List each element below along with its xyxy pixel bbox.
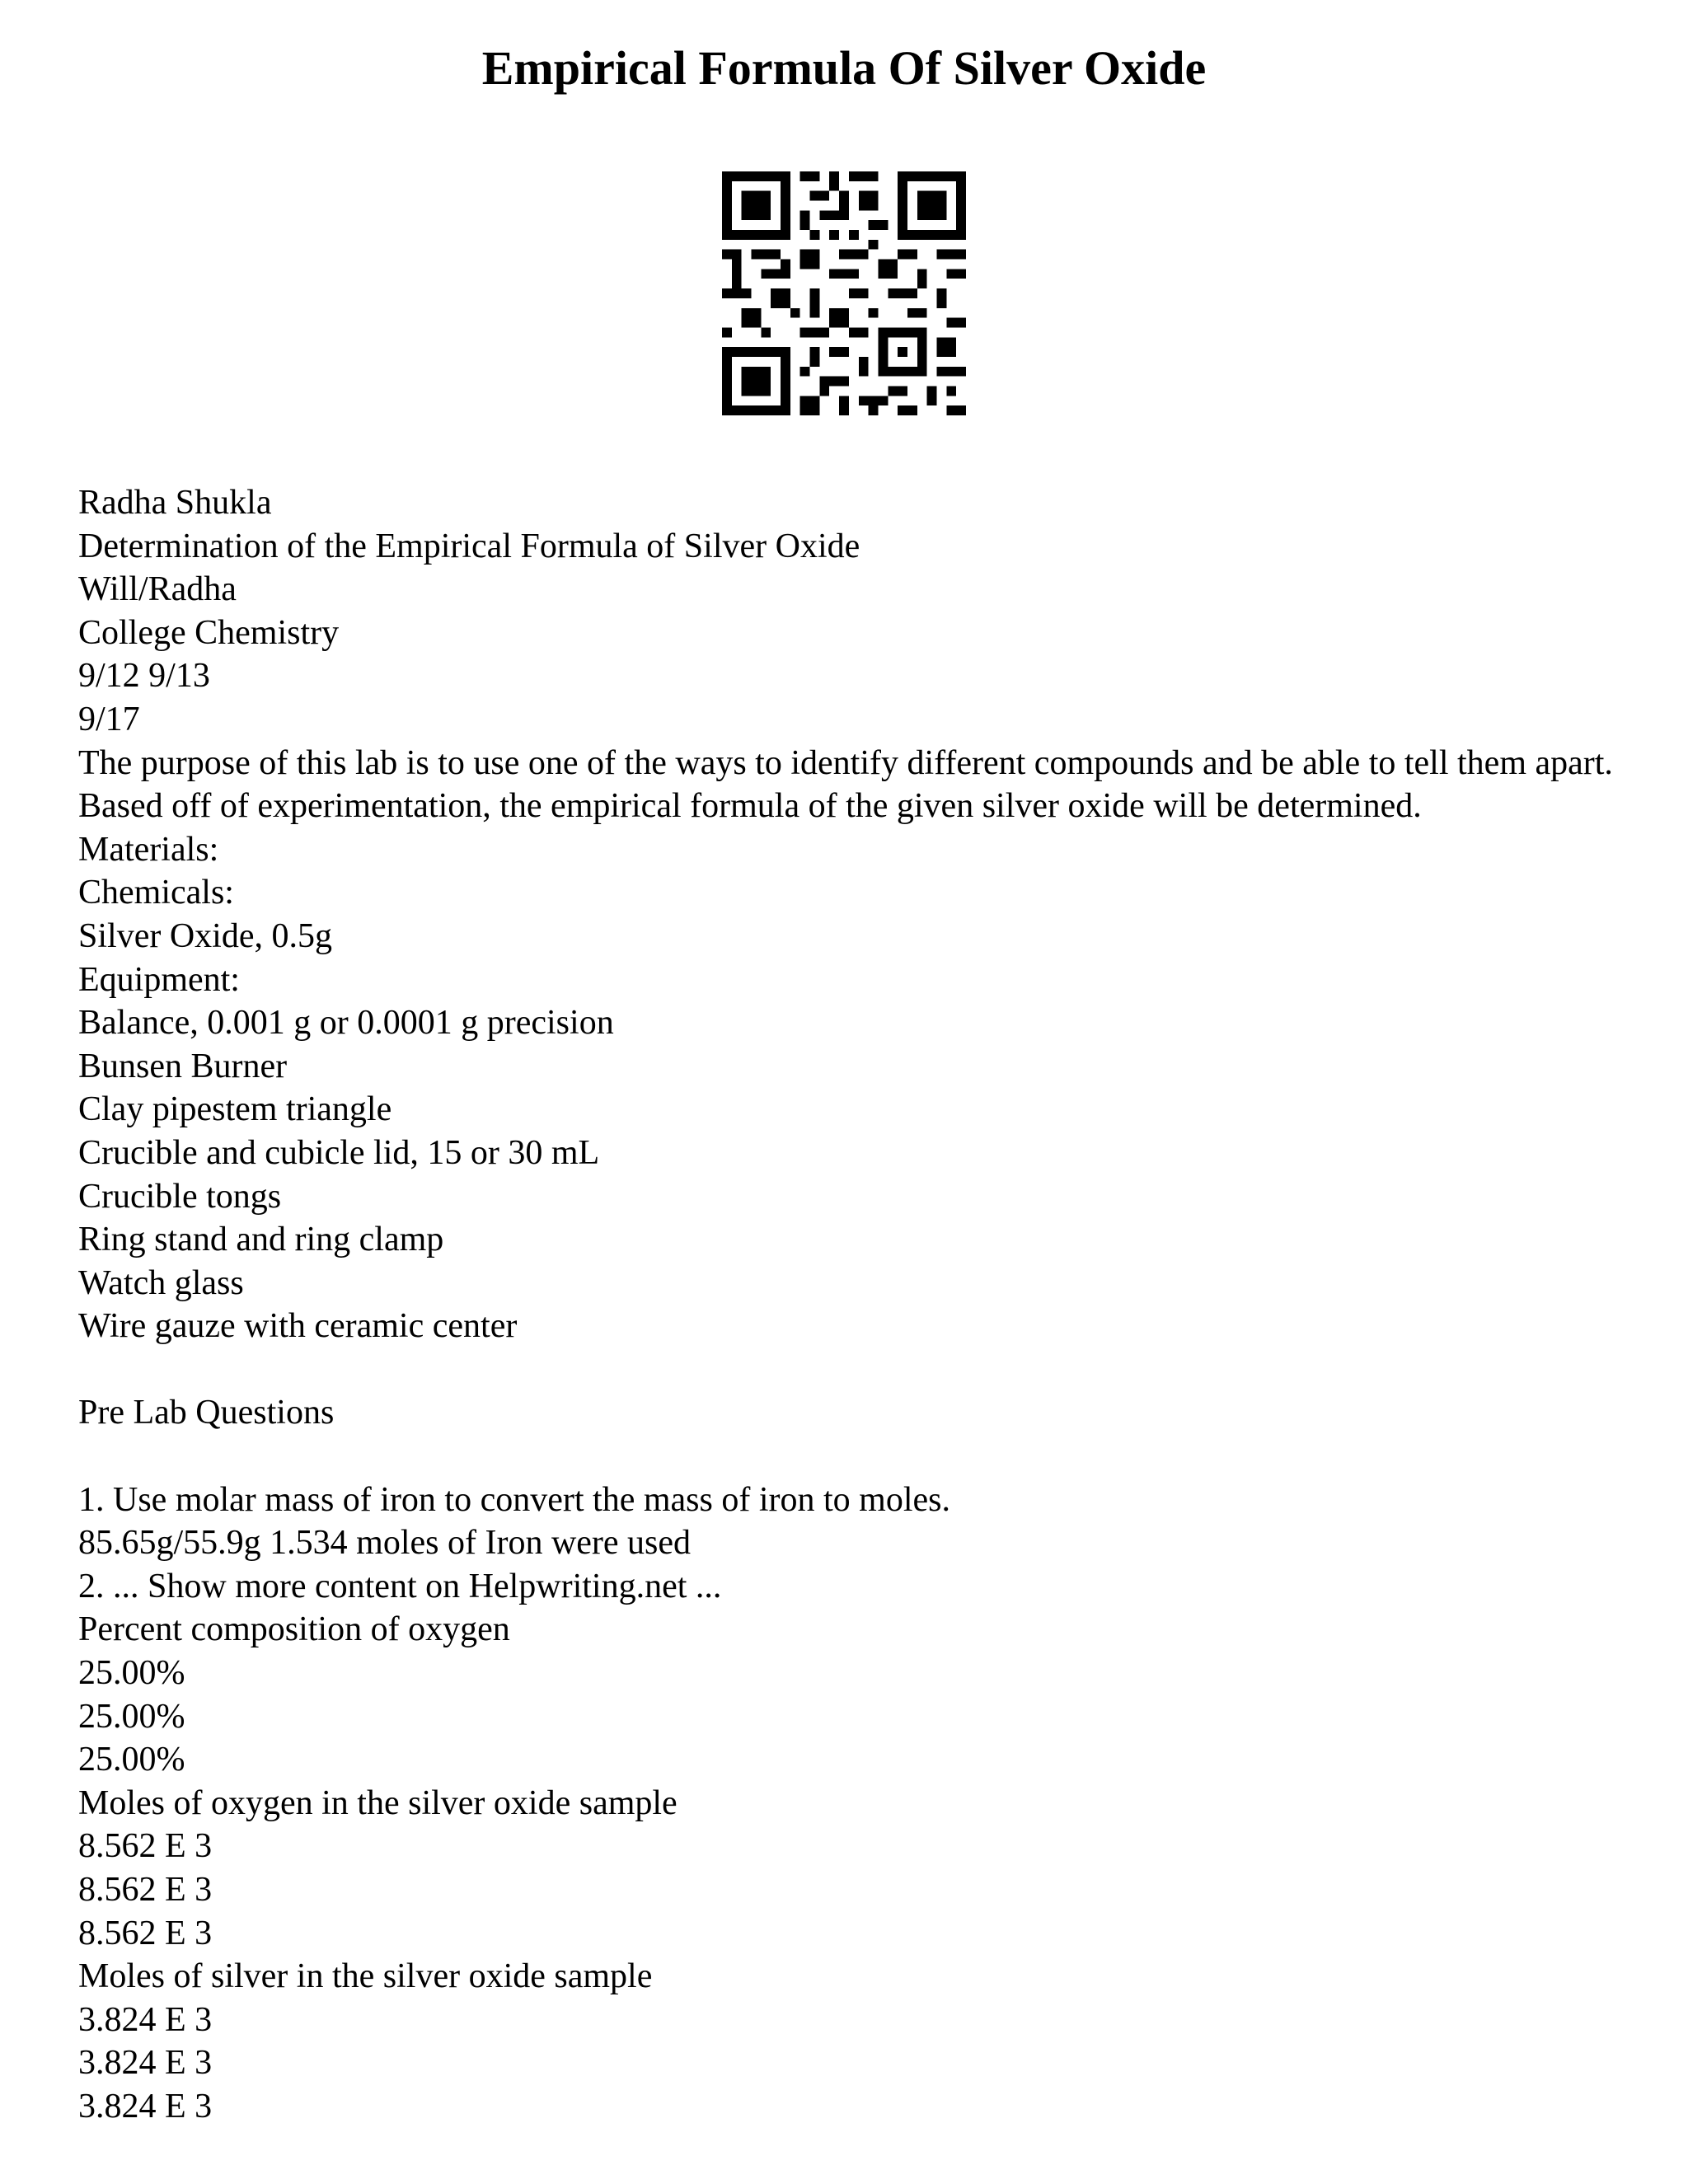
result-value: 25.00% <box>78 1741 185 1779</box>
result-value: 3.824 E 3 <box>78 2044 213 2083</box>
result-label: Moles of silver in the silver oxide sample <box>78 1957 653 1996</box>
result-value: 3.824 E 3 <box>78 2000 213 2039</box>
chemical-item: Silver Oxide, 0.5g <box>78 916 332 955</box>
equipment-heading: Equipment: <box>78 960 240 999</box>
prelab-answer-1: 85.65g/55.9g 1.534 moles of Iron were used <box>78 1524 692 1563</box>
spacer <box>78 1435 1628 1479</box>
result-value: 25.00% <box>78 1697 185 1736</box>
equipment-item: Crucible and cubicle lid, 15 or 30 mL <box>78 1133 600 1172</box>
document-body <box>78 481 1628 2129</box>
equipment-item: Bunsen Burner <box>78 1047 288 1085</box>
spacer <box>78 1348 1628 1392</box>
equipment-item: Crucible tongs <box>78 1177 282 1216</box>
result-value: 8.562 E 3 <box>78 1827 213 1866</box>
equipment-item: Watch glass <box>78 1263 244 1302</box>
prelab-heading: Pre Lab Questions <box>78 1394 335 1432</box>
result-value: 25.00% <box>78 1654 185 1693</box>
equipment-item: Balance, 0.001 g or 0.0001 g precision <box>78 1004 614 1043</box>
equipment-item: Wire gauze with ceramic center <box>78 1307 518 1346</box>
result-value: 8.562 E 3 <box>78 1871 213 1909</box>
result-label: Moles of oxygen in the silver oxide sample <box>78 1783 678 1822</box>
result-value: 8.562 E 3 <box>78 1914 213 1952</box>
course-name: College Chemistry <box>78 613 340 652</box>
equipment-item: Clay pipestem triangle <box>78 1090 392 1129</box>
result-value: 3.824 E 3 <box>78 2087 213 2125</box>
qr-code <box>722 171 966 415</box>
lab-title: Determination of the Empirical Formula of Silver Oxide <box>78 527 860 565</box>
chemicals-heading: Chemicals: <box>78 874 234 912</box>
equipment-item: Ring stand and ring clamp <box>78 1221 444 1259</box>
qr-code-icon <box>722 171 966 415</box>
prelab-question-1: 1. Use molar mass of iron to convert the mass of iron to moles. <box>78 1480 950 1519</box>
materials-heading: Materials: <box>78 830 219 869</box>
due-date: 9/17 <box>78 700 140 738</box>
purpose-paragraph: The purpose of this lab is to use one of the ways to identify different compounds and be able to tell them apart. Based off of experimentation, the empirical formula of the given silver oxide will be determined. <box>78 743 1613 826</box>
lab-dates: 9/12 9/13 <box>78 657 210 696</box>
author-name: Radha Shukla <box>78 484 272 522</box>
show-more-link[interactable]: 2. ... Show more content on Helpwriting.net ... <box>78 1567 722 1605</box>
result-label: Percent composition of oxygen <box>78 1610 510 1649</box>
page-title: Empirical Formula Of Silver Oxide <box>481 41 1207 95</box>
lab-partners: Will/Radha <box>78 570 237 609</box>
